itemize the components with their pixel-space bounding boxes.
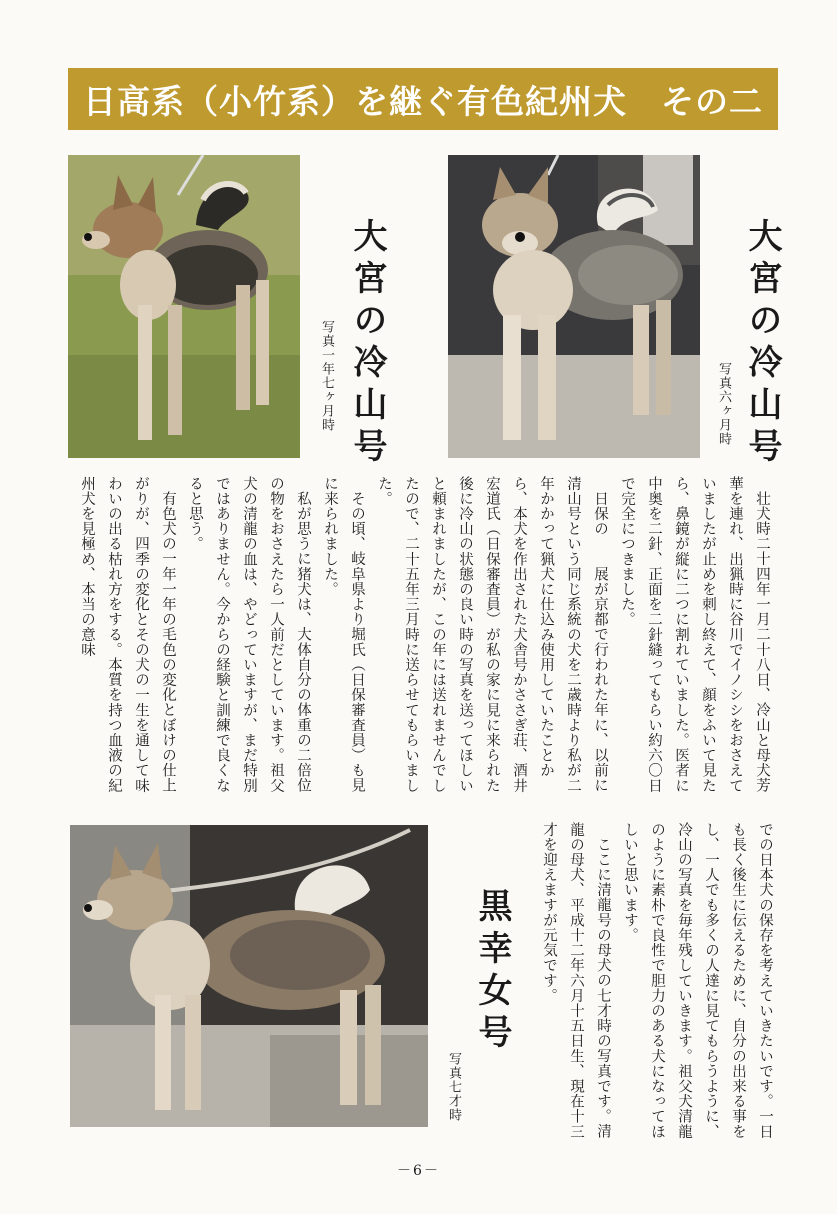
photo-caption-1: 写真一年七ヶ月時 [319,320,334,432]
paragraph: その頃、岐阜県より堀氏（日保審査員）も見に来られました。 [322,476,365,793]
photo-caption-2: 写真六ヶ月時 [716,362,731,446]
photo-caption-3: 写真七才時 [446,1052,461,1122]
dog-name-2: 大宮の冷山号 [742,218,782,470]
dog-name-1: 大宮の冷山号 [347,218,387,470]
dog-photo-1 [68,155,300,458]
paragraph: 私が思うに猪犬は、大体自分の体重の二倍位の物をおさえたら一人前だとしています。祖父犬の清龍の血は、やどっていますが、まだ特別ではありません。今からの経験と訓練で良くなると思う。 [187,476,311,794]
paragraph: 壮犬時二十四年一月二十八日、冷山と母犬芳華を連れ、出猟時に谷川でイノシシをおさえていましたが止めを刺し終えて、顔をふいて見たら、鼻鏡が縦に二つに割れていました。医者に中奥を二針、正面を二針縫ってもらい約六〇日で完全につきました。 [619,476,770,794]
title-banner [68,68,778,130]
dog-photo-3 [70,825,428,1127]
paragraph: 日保の 展が京都で行われた年に、以前に清山号という同じ系統の犬を二歳時より私が二年かかって猟犬に仕込み使用していたことから、本犬を作出された犬舎号かささぎ荘、酒井宏道氏（日保審査員）が私の家に見に来られた後に冷山の状態の良い時の写真を送ってほしいと頼まれましたが、この年には送れませんでしたので、二十五年三月時に送らせてもらいました。 [376,476,608,794]
paragraph: 有色犬の一年一年の毛色の変化とぼけの仕上がりが、四季の変化とその犬の一生を通して味わいの出る枯れ方をする。本質を持つ血液の紀州犬を見極め、本当の意味 [79,476,176,794]
paragraph: での日本犬の保存を考えていきたいです。一日も長く後生に伝えるために、自分の出来る事をし、一人でも多くの人達に見てもらうように、冷山の写真を毎年残していきます。祖父犬清龍のように素朴で良性で胆力のある犬になってほしいと思います。 [622,822,773,1140]
dog-photo-2 [448,155,700,458]
article-lower-text [536,822,778,1144]
article-upper-text [79,476,775,798]
paragraph: ここに清龍号の母犬の七才時の写真です。清龍の母犬、平成十二年六月十五日生、現在十三才を迎えますが元気です。 [541,822,611,1140]
page-title: 日高系（小竹系）を継ぐ有色紀州犬 その二 [83,81,763,121]
dog-name-3: 黒幸女号 [472,888,512,1056]
page-number: －6－ [397,1163,440,1179]
